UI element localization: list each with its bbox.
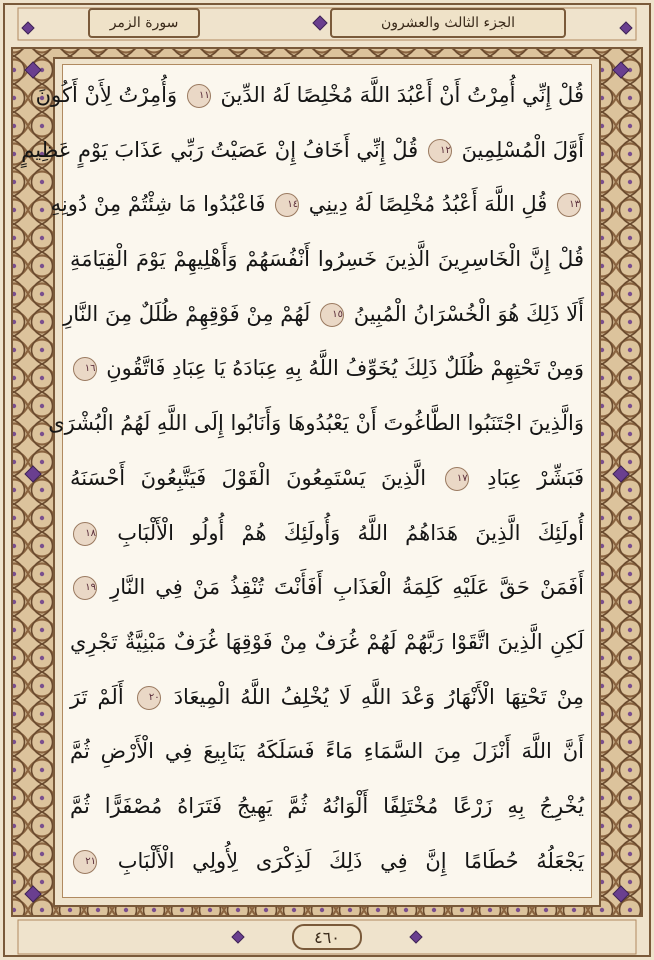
ayah-number-marker: ١٤ bbox=[275, 193, 299, 217]
verse-text: قُلْ إِنَّ الْخَاسِرِينَ الَّذِينَ خَسِرُوا أَنْفُسَهُمْ وَأَهْلِيهِمْ يَوْمَ الْقِيَامَةِ bbox=[70, 247, 584, 272]
text-line bbox=[70, 232, 584, 287]
verse-text: أَنَّ اللَّهَ أَنْزَلَ مِنَ السَّمَاءِ مَاءً فَسَلَكَهُ يَنَابِيعَ فِي الْأَرْضِ ثُمَّ bbox=[70, 739, 584, 764]
verse-text: لَكِنِ الَّذِينَ اتَّقَوْا رَبَّهُمْ لَهُمْ غُرَفٌ مِنْ فَوْقِهَا غُرَفٌ مَبْنِيَّةٌ تَجْرِي bbox=[70, 629, 584, 654]
text-line bbox=[48, 396, 584, 451]
ayah-number-marker: ١٩ bbox=[73, 576, 97, 600]
verse-text: مِنْ تَحْتِهَا الْأَنْهَارُ وَعْدَ اللَّهِ لَا يُخْلِفُ اللَّهُ الْمِيعَادَ bbox=[173, 684, 584, 709]
text-line bbox=[70, 724, 584, 779]
verse-text: يُخْرِجُ بِهِ زَرْعًا مُخْتَلِفًا أَلْوَانُهُ ثُمَّ يَهِيجُ فَتَرَاهُ مُصْفَرًّا ثُمَّ bbox=[70, 793, 584, 818]
verse-text: يَجْعَلُهُ حُطَامًا إِنَّ فِي ذَلِكَ لَذِكْرَى لِأُولِي الْأَلْبَابِ bbox=[117, 848, 584, 873]
text-line bbox=[70, 615, 584, 670]
verse-text: قُلْ إِنِّي أُمِرْتُ أَنْ أَعْبُدَ اللَّهَ مُخْلِصًا لَهُ الدِّينَ bbox=[220, 83, 584, 107]
text-line bbox=[70, 560, 584, 615]
surah-name-header bbox=[88, 8, 200, 38]
verse-text: قُلِ اللَّهَ أَعْبُدُ مُخْلِصًا لَهُ دِينِي bbox=[308, 192, 548, 217]
ayah-number-marker: ١٦ bbox=[73, 357, 97, 381]
verse-text: أَفَمَنْ حَقَّ عَلَيْهِ كَلِمَةُ الْعَذَابِ أَفَأَنْتَ تُنْقِذُ مَنْ فِي النَّارِ bbox=[110, 575, 584, 600]
page-number: ٤٦٠ bbox=[314, 927, 340, 947]
verse-text: قُلْ إِنِّي أَخَافُ إِنْ عَصَيْتُ رَبِّي عَذَابَ يَوْمٍ عَظِيمٍ bbox=[21, 137, 419, 162]
text-line bbox=[35, 68, 584, 123]
text-line bbox=[70, 670, 584, 725]
verse-text: أُولَئِكَ الَّذِينَ هَدَاهُمُ اللَّهُ وَأُولَئِكَ هُمْ أُولُو الْأَلْبَابِ bbox=[117, 520, 584, 545]
ayah-number-marker: ١١ bbox=[187, 84, 211, 108]
verse-text: وَالَّذِينَ اجْتَنَبُوا الطَّاغُوتَ أَنْ يَعْبُدُوهَا وَأَنَابُوا إِلَى اللَّهِ لَهُمُ الْبُشْرَى bbox=[48, 411, 584, 436]
ayah-number-marker: ١٧ bbox=[445, 467, 469, 491]
ayah-number-marker: ١٨ bbox=[73, 522, 97, 546]
ayah-number-marker: ٢٠ bbox=[137, 686, 161, 710]
surah-name: سورة الزمر bbox=[109, 15, 179, 31]
text-line bbox=[50, 177, 584, 232]
verse-text: أَوَّلَ الْمُسْلِمِينَ bbox=[461, 137, 584, 162]
verse-text: وَمِنْ تَحْتِهِمْ ظُلَلٌ ذَلِكَ يُخَوِّفُ اللَّهُ بِهِ عِبَادَهُ يَا عِبَادِ فَاتَّقُونِ bbox=[106, 356, 584, 381]
text-line bbox=[70, 779, 584, 834]
text-line bbox=[70, 834, 584, 889]
verse-text: وَأُمِرْتُ لِأَنْ أَكُونَ bbox=[35, 83, 178, 107]
ayah-number-marker: ١٣ bbox=[557, 193, 581, 217]
text-line bbox=[70, 506, 584, 561]
juz-name: الجزء الثالث والعشرون bbox=[381, 15, 515, 31]
verse-text: أَلَمْ تَرَ bbox=[70, 684, 124, 709]
ayah-number-marker: ٢١ bbox=[73, 850, 97, 874]
text-line bbox=[70, 451, 584, 506]
text-line bbox=[63, 287, 584, 342]
page-number-badge bbox=[292, 924, 362, 950]
quran-text-lines bbox=[21, 68, 584, 888]
verse-text: الَّذِينَ يَسْتَمِعُونَ الْقَوْلَ فَيَتَّبِعُونَ أَحْسَنَهُ bbox=[70, 465, 427, 490]
verse-text: فَاعْبُدُوا مَا شِئْتُمْ مِنْ دُونِهِ bbox=[50, 192, 266, 217]
text-line bbox=[70, 341, 584, 396]
text-line bbox=[21, 123, 584, 178]
ayah-number-marker: ١٥ bbox=[320, 303, 344, 327]
juz-header bbox=[330, 8, 566, 38]
ayah-number-marker: ١٢ bbox=[428, 139, 452, 163]
verse-text: فَبَشِّرْ عِبَادِ bbox=[487, 465, 584, 490]
verse-text: لَهُمْ مِنْ فَوْقِهِمْ ظُلَلٌ مِنَ النَّارِ bbox=[63, 301, 311, 326]
verse-text: أَلَا ذَلِكَ هُوَ الْخُسْرَانُ الْمُبِينُ bbox=[353, 301, 584, 326]
